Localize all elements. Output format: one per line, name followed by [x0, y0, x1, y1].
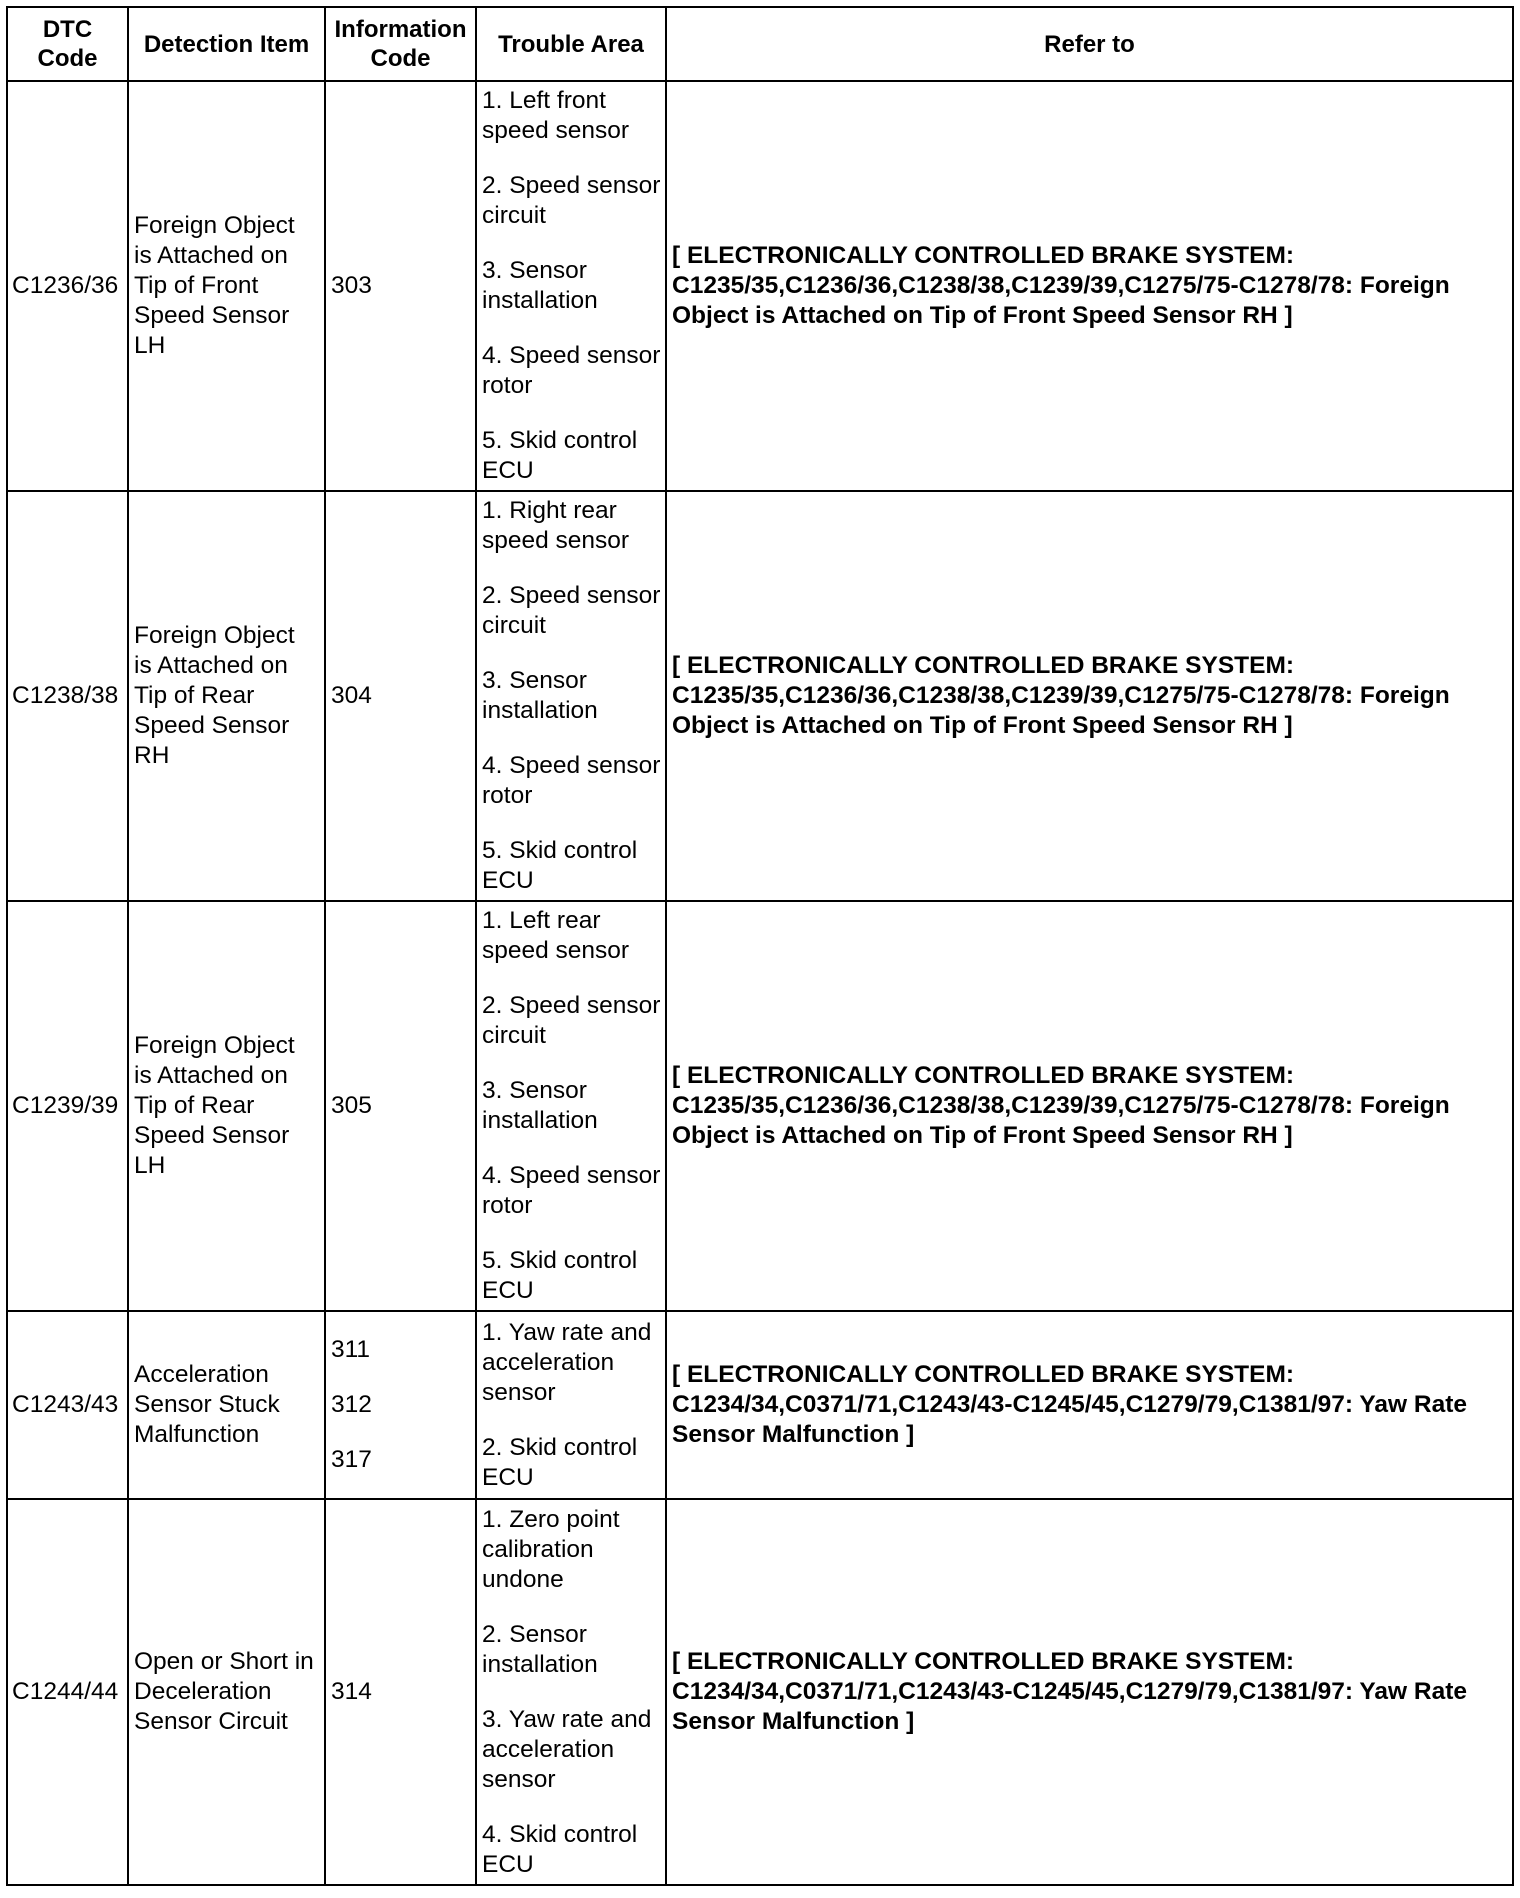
- detection-item-cell: Foreign Object is Attached on Tip of Rear Speed Sensor LH: [128, 901, 325, 1311]
- trouble-area-item: 4. Speed sensor rotor: [482, 342, 661, 399]
- table-header-row: [7, 7, 1513, 81]
- information-code-cell: [325, 1311, 476, 1499]
- header-dtc-code: DTC Code: [7, 7, 128, 81]
- trouble-area-item: 4. Skid control ECU: [482, 1820, 638, 1878]
- refer-to-link[interactable]: [ ELECTRONICALLY CONTROLLED BRAKE SYSTEM: C1235/35,C1236/36,C1238/38,C1239/39,C1275/75-C1278/78: Foreign Object is Attached on Tip of Front Speed Sensor RH ]: [666, 81, 1513, 491]
- dtc-code-cell: C1243/43: [7, 1311, 128, 1499]
- table-row: [7, 901, 1513, 1311]
- information-code-cell: [325, 901, 476, 1311]
- trouble-area-item: 3. Sensor installation: [482, 667, 598, 724]
- trouble-area-item: 5. Skid control ECU: [482, 837, 638, 894]
- refer-to-link[interactable]: [ ELECTRONICALLY CONTROLLED BRAKE SYSTEM: C1235/35,C1236/36,C1238/38,C1239/39,C1275/75-C1278/78: Foreign Object is Attached on Tip of Front Speed Sensor RH ]: [666, 901, 1513, 1311]
- trouble-area-item: 4. Speed sensor rotor: [482, 1162, 661, 1219]
- trouble-area-cell: [476, 81, 666, 491]
- trouble-area-item: 3. Yaw rate and acceleration sensor: [482, 1705, 652, 1793]
- detection-item-cell: Open or Short in Deceleration Sensor Circuit: [128, 1499, 325, 1885]
- trouble-area-cell: [476, 1499, 666, 1885]
- table-row: [7, 491, 1513, 901]
- header-detection-item: Detection Item: [128, 7, 325, 81]
- information-code: 312: [331, 1391, 372, 1418]
- header-refer-to: Refer to: [666, 7, 1513, 81]
- trouble-area-item: 5. Skid control ECU: [482, 1247, 638, 1304]
- trouble-area-cell: [476, 1311, 666, 1499]
- information-code: 304: [331, 682, 372, 709]
- trouble-area-item: 2. Speed sensor circuit: [482, 582, 661, 639]
- table-row: [7, 1499, 1513, 1885]
- refer-to-link[interactable]: [ ELECTRONICALLY CONTROLLED BRAKE SYSTEM: C1235/35,C1236/36,C1238/38,C1239/39,C1275/75-C1278/78: Foreign Object is Attached on Tip of Front Speed Sensor RH ]: [666, 491, 1513, 901]
- table-row: [7, 1311, 1513, 1499]
- information-code: 314: [331, 1678, 372, 1705]
- information-code-cell: [325, 81, 476, 491]
- information-code-cell: [325, 491, 476, 901]
- dtc-code-cell: C1239/39: [7, 901, 128, 1311]
- detection-item-cell: Foreign Object is Attached on Tip of Rear Speed Sensor RH: [128, 491, 325, 901]
- trouble-area-item: 3. Sensor installation: [482, 1077, 598, 1134]
- dtc-code-cell: C1236/36: [7, 81, 128, 491]
- trouble-area-item: 2. Skid control ECU: [482, 1433, 638, 1491]
- refer-to-link[interactable]: [ ELECTRONICALLY CONTROLLED BRAKE SYSTEM: C1234/34,C0371/71,C1243/43-C1245/45,C1279/79,C1381/97: Yaw Rate Sensor Malfunction ]: [666, 1311, 1513, 1499]
- information-code: 317: [331, 1446, 372, 1473]
- detection-item-cell: Acceleration Sensor Stuck Malfunction: [128, 1311, 325, 1499]
- trouble-area-item: 4. Speed sensor rotor: [482, 752, 661, 809]
- information-code-cell: [325, 1499, 476, 1885]
- trouble-area-item: 1. Zero point calibration undone: [482, 1505, 620, 1593]
- trouble-area-item: 1. Left rear speed sensor: [482, 907, 630, 964]
- trouble-area-item: 2. Sensor installation: [482, 1620, 598, 1678]
- dtc-table-container: [6, 6, 1512, 1886]
- trouble-area-item: 1. Right rear speed sensor: [482, 497, 630, 554]
- table-row: [7, 81, 1513, 491]
- information-code: 305: [331, 1092, 372, 1119]
- trouble-area-item: 3. Sensor installation: [482, 257, 598, 314]
- trouble-area-cell: [476, 491, 666, 901]
- header-information-code: Information Code: [325, 7, 476, 81]
- dtc-table: [6, 6, 1514, 1886]
- information-code: 311: [331, 1336, 371, 1363]
- trouble-area-item: 1. Yaw rate and acceleration sensor: [482, 1318, 652, 1406]
- dtc-code-cell: C1244/44: [7, 1499, 128, 1885]
- trouble-area-item: 5. Skid control ECU: [482, 427, 638, 484]
- dtc-code-cell: C1238/38: [7, 491, 128, 901]
- trouble-area-item: 2. Speed sensor circuit: [482, 172, 661, 229]
- refer-to-link[interactable]: [ ELECTRONICALLY CONTROLLED BRAKE SYSTEM: C1234/34,C0371/71,C1243/43-C1245/45,C1279/79,C1381/97: Yaw Rate Sensor Malfunction ]: [666, 1499, 1513, 1885]
- detection-item-cell: Foreign Object is Attached on Tip of Front Speed Sensor LH: [128, 81, 325, 491]
- header-trouble-area: Trouble Area: [476, 7, 666, 81]
- trouble-area-item: 2. Speed sensor circuit: [482, 992, 661, 1049]
- information-code: 303: [331, 272, 372, 299]
- trouble-area-cell: [476, 901, 666, 1311]
- trouble-area-item: 1. Left front speed sensor: [482, 87, 630, 144]
